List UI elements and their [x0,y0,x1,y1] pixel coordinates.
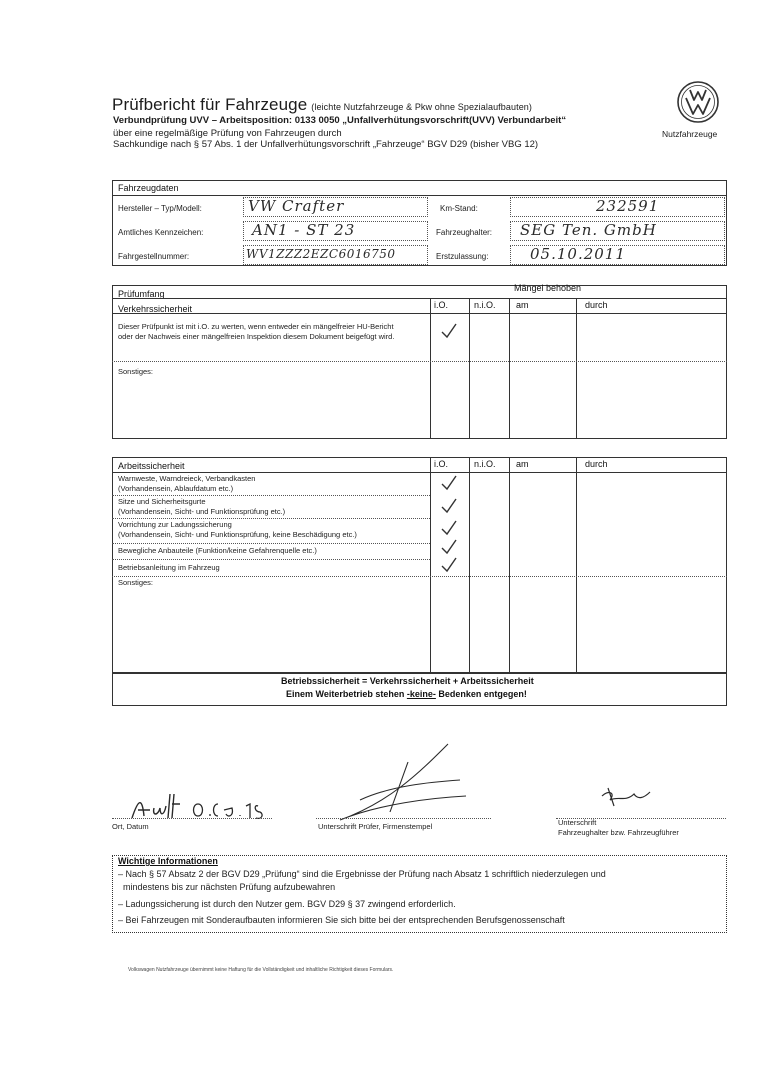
col-divider [576,457,577,673]
divider [112,195,727,196]
make-value: VW Crafter [248,197,345,215]
owner-value: SEG Ten. GmbH [520,221,657,239]
col-nio: n.i.O. [474,459,496,469]
summary-line-2: Einem Weiterbetrieb stehen -keine- Bedenken entgegen! [286,689,527,699]
divider [112,313,727,314]
col-divider [509,298,510,439]
col-divider [509,457,510,673]
signature-line [316,818,491,819]
subtitle-line-3: Sachkundige nach § 57 Abs. 1 der Unfallverhütungsvorschrift „Fahrzeuge“ BGV D29 (bisher VBG 12) [113,139,539,150]
scope-heading: Prüfumfang [118,289,165,299]
first-reg-label: Erstzulassung: [436,252,489,261]
info-item: – Ladungssicherung ist durch den Nutzer gem. BGV D29 § 37 zwingend erforderlich. [118,899,456,909]
vin-value: WV1ZZZ2EZC6016750 [246,247,396,261]
check-mark-icon[interactable] [440,557,458,573]
col-io: i.O. [434,459,449,469]
work-heading: Arbeitssicherheit [118,461,185,471]
examiner-label: Unterschrift Prüfer, Firmenstempel [318,822,433,831]
check-mark-icon[interactable] [440,539,458,555]
make-label: Hersteller – Typ/Modell: [118,204,202,213]
plate-label: Amtliches Kennzeichen: [118,228,204,237]
check-mark-icon[interactable] [440,520,458,536]
summary-line-1: Betriebssicherheit = Verkehrssicherheit + Arbeitssicherheit [281,676,534,686]
owner-signature [598,786,656,808]
col-am: am [516,300,529,310]
col-divider [469,457,470,673]
defects-heading: Mängel behoben [514,283,582,293]
divider [112,518,430,519]
traffic-other-label: Sonstiges: [118,367,154,376]
owner-label-2: Fahrzeughalter bzw. Fahrzeugführer [558,828,679,837]
info-item: mindestens bis zur nächsten Prüfung aufzubewahren [118,882,336,892]
title-note: (leichte Nutzfahrzeuge & Pkw ohne Spezialaufbauten) [311,102,532,112]
divider [112,495,430,496]
signature-line [112,818,272,819]
col-durch: durch [585,300,608,310]
place-date-label: Ort, Datum [112,822,149,831]
vw-logo-icon [676,80,720,124]
work-item: Betriebsanleitung im Fahrzeug [118,563,220,572]
owner-label: Fahrzeughalter: [436,228,493,237]
traffic-safety-box [112,285,727,439]
col-durch: durch [585,459,608,469]
work-item: Warnweste, Warndreieck, Verbandkasten (Vorhandensein, Ablaufdatum etc.) [118,474,256,493]
divider [112,543,430,544]
info-item: – Nach § 57 Absatz 2 der BGV D29 „Prüfung“ sind die Ergebnisse der Prüfung nach Absatz 1 schriftlich niederzulegen und [118,869,606,879]
work-item: Bewegliche Anbauteile (Funktion/keine Gefahrenquelle etc.) [118,546,317,555]
divider [112,559,430,560]
info-item: – Bei Fahrzeugen mit Sonderaufbauten informieren Sie sich bitte bei der entsprechenden Berufsgenossenschaft [118,915,565,925]
first-reg-value: 05.10.2011 [530,245,626,263]
col-divider [430,298,431,439]
title-text: Prüfbericht für Fahrzeuge [112,95,308,114]
col-divider [576,298,577,439]
check-mark-icon[interactable] [440,323,458,339]
divider [112,298,727,299]
traffic-explanation: Dieser Prüfpunkt ist mit i.O. zu werten, wenn entweder ein mängelfreier HU-Bericht oder der Nachweis einer mängelfreien Inspektion diesem Dokument beigefügt wird. [118,322,395,341]
divider [112,576,727,577]
col-divider [469,298,470,439]
col-am: am [516,459,529,469]
brand-label: Nutzfahrzeuge [662,129,718,139]
subtitle-line-2: über eine regelmäßige Prüfung von Fahrzeugen durch [113,128,342,139]
check-mark-icon[interactable] [440,475,458,491]
disclaimer-footer: Volkswagen Nutzfahrzeuge übernimmt keine Haftung für die Vollständigkeit und inhaltliche Richtigkeit dieses Formulars. [128,967,394,973]
divider [112,361,727,362]
km-value: 232591 [596,197,660,215]
info-heading: Wichtige Informationen [118,856,218,866]
page-title [112,95,532,115]
check-mark-icon[interactable] [440,498,458,514]
vehicle-heading: Fahrzeugdaten [118,183,179,193]
col-nio: n.i.O. [474,300,496,310]
work-item: Sitze und Sicherheitsgurte (Vorhandensein, Sicht- und Funktionsprüfung etc.) [118,497,286,516]
work-item: Vorrichtung zur Ladungssicherung (Vorhandensein, Sicht- und Funktionsprüfung, keine Beschädigung etc.) [118,520,357,539]
vin-label: Fahrgestellnummer: [118,252,190,261]
owner-label-1: Unterschrift [558,818,597,827]
col-divider [430,457,431,673]
traffic-heading: Verkehrssicherheit [118,304,193,314]
subtitle-line-1: Verbundprüfung UVV – Arbeitsposition: 0133 0050 „Unfallverhütungsvorschrift(UVV) Verbundarbeit“ [113,115,567,126]
plate-value: AN1 - ST 23 [252,221,356,239]
divider [112,472,727,473]
work-other-label: Sonstiges: [118,578,154,587]
col-io: i.O. [434,300,449,310]
examiner-signature [320,742,470,824]
km-label: Km-Stand: [440,204,478,213]
